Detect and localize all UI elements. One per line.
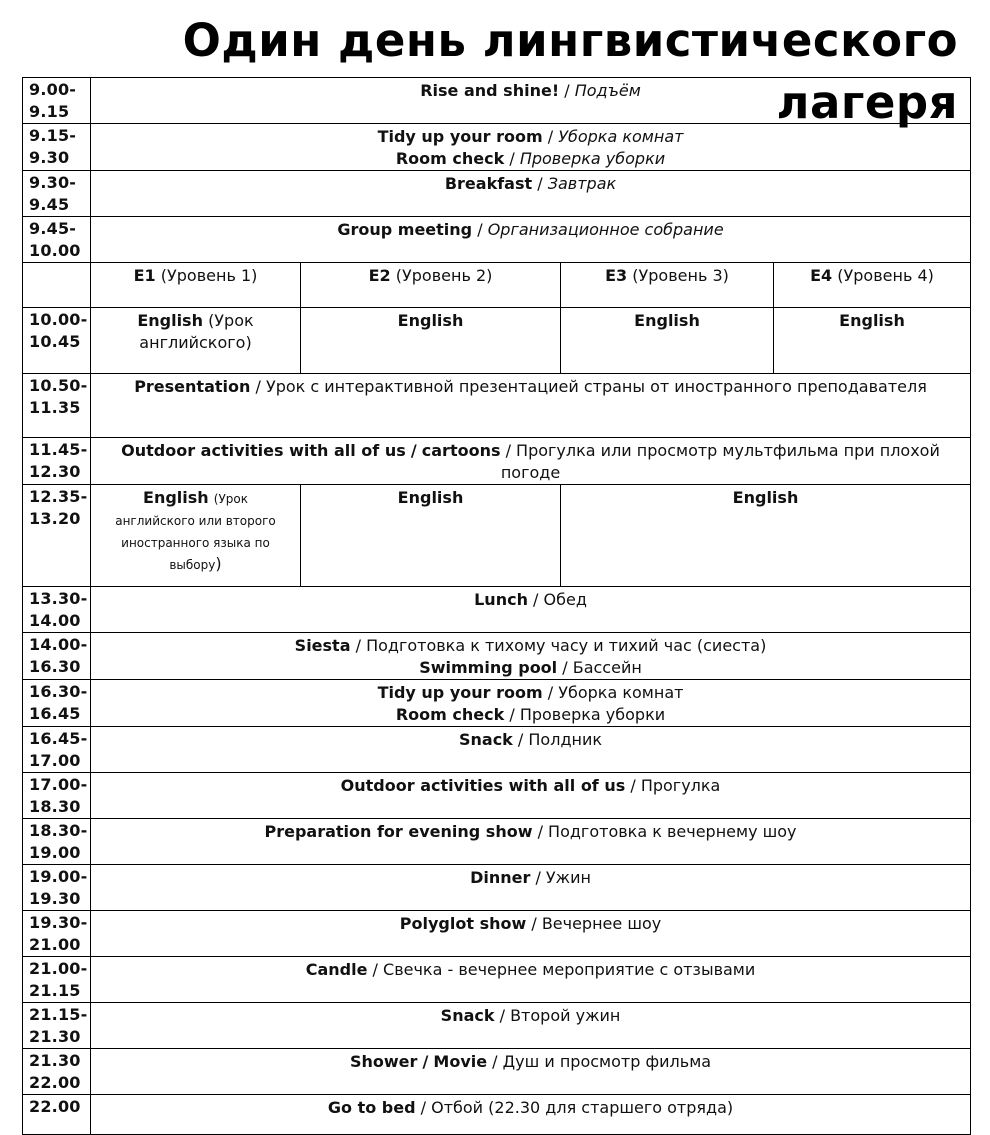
schedule-row [23,308,971,374]
activity-cell: Polyglot show / Вечернее шоу [91,911,971,957]
activity-en: Breakfast [444,174,533,193]
time-cell: 14.00- 16.30 [23,633,91,680]
activity-cell: Dinner / Ужин [91,865,971,911]
activity-en: Group meeting [337,220,473,239]
schedule-row [23,171,971,217]
time-cell: 21.15- 21.30 [23,1003,91,1049]
activity-en: cartoons [421,441,501,460]
level-header: E1 (Уровень 1) [91,263,301,308]
activity-cell: Rise and shine! / Подъём [91,78,971,124]
activity-cell: Presentation / Урок с интерактивной презентацией страны от иностранного преподавателя [91,374,971,438]
schedule-row [23,819,971,865]
time-cell: 12.35- 13.20 [23,485,91,587]
time-cell: 9.15- 9.30 [23,124,91,171]
activity-cell: Outdoor activities with all of us / Прогулка [91,773,971,819]
activity-cell: Shower / Movie / Душ и просмотр фильма [91,1049,971,1095]
time-cell: 13.30- 14.00 [23,587,91,633]
schedule-row [23,124,971,171]
activity-en: Room check [395,149,505,168]
activity-en: Dinner [470,868,531,887]
activity-ru: Душ и просмотр фильма [502,1052,712,1071]
activity-cell: Outdoor activities with all of us / cartoons / Прогулка или просмотр мультфильма при плохой погоде [91,438,971,485]
activity-en: Shower [349,1052,418,1071]
activity-ru: Ужин [545,868,591,887]
time-cell: 19.30- 21.00 [23,911,91,957]
schedule-row [23,1003,971,1049]
time-cell: 11.45- 12.30 [23,438,91,485]
activity-cell: Tidy up your room / Уборка комнат Room check / Проверка уборки [91,680,971,727]
schedule-row [23,911,971,957]
activity-ru: Прогулка или просмотр мультфильма при плохой погоде [500,441,940,482]
schedule-row [23,438,971,485]
activity-ru: Обед [543,590,587,609]
activity-ru: Проверка уборки [519,149,666,168]
levels-header-row [23,263,971,308]
schedule-row [23,78,971,124]
activity-en: Presentation [134,377,251,396]
activity-cell: Preparation for evening show / Подготовка к вечернему шоу [91,819,971,865]
time-cell: 9.30- 9.45 [23,171,91,217]
activity-cell: English [561,308,774,374]
activity-ru: Урок с интерактивной презентацией страны от иностранного преподавателя [265,377,927,396]
activity-cell: English [301,485,561,587]
activity-en: Candle [305,960,368,979]
time-cell-empty [23,263,91,308]
activity-en: Snack [458,730,513,749]
activity-ru: Второй ужин [510,1006,621,1025]
activity-ru: Подготовка к вечернему шоу [548,822,797,841]
activity-cell: Siesta / Подготовка к тихому часу и тихий час (сиеста) Swimming pool / Бассейн [91,633,971,680]
activity-en: Siesta [294,636,351,655]
activity-ru: Уборка комнат [558,683,684,702]
time-cell: 16.30- 16.45 [23,680,91,727]
activity-ru: Завтрак [547,174,617,193]
activity-ru: Бассейн [572,658,642,677]
activity-en: Room check [395,705,505,724]
activity-ru: Проверка уборки [519,705,666,724]
schedule-row [23,587,971,633]
time-cell: 17.00- 18.30 [23,773,91,819]
activity-en: Tidy up your room [377,127,543,146]
schedule-row [23,633,971,680]
time-cell: 10.50- 11.35 [23,374,91,438]
activity-cell: Lunch / Обед [91,587,971,633]
schedule-row [23,485,971,587]
schedule-row [23,1095,971,1135]
activity-cell: Snack / Полдник [91,727,971,773]
activity-cell: English [774,308,971,374]
level-header: E4 (Уровень 4) [774,263,971,308]
activity-en: Rise and shine! [420,81,560,100]
activity-ru: Вечернее шоу [541,914,662,933]
level-header: E3 (Уровень 3) [561,263,774,308]
activity-en: Swimming pool [419,658,558,677]
activity-cell: Group meeting / Организационное собрание [91,217,971,263]
activity-en: Snack [440,1006,495,1025]
schedule-row [23,680,971,727]
time-cell: 19.00- 19.30 [23,865,91,911]
activity-en: Go to bed [327,1098,416,1117]
page-title: Один день лингвистического лагеря [182,14,958,129]
activity-en: Polyglot show [399,914,527,933]
activity-ru: Подъём [574,81,641,100]
activity-ru: Уборка комнат [558,127,684,146]
level-header: E2 (Уровень 2) [301,263,561,308]
schedule-table [22,77,971,1135]
time-cell: 9.45- 10.00 [23,217,91,263]
schedule-row [23,1049,971,1095]
schedule-row [23,374,971,438]
activity-ru: Отбой (22.30 для старшего отряда) [431,1098,734,1117]
time-cell: 21.30 22.00 [23,1049,91,1095]
activity-ru: Полдник [528,730,603,749]
schedule-row [23,217,971,263]
time-cell: 16.45- 17.00 [23,727,91,773]
schedule-row [23,727,971,773]
activity-cell: English [301,308,561,374]
activity-cell: Snack / Второй ужин [91,1003,971,1049]
activity-cell: English (Урок английского или второго иностранного языка по выбору) [91,485,301,587]
time-cell: 9.00- 9.15 [23,78,91,124]
activity-cell: Breakfast / Завтрак [91,171,971,217]
activity-cell: Candle / Свечка - вечернее мероприятие с отзывами [91,957,971,1003]
activity-en: Movie [433,1052,488,1071]
time-cell: 10.00- 10.45 [23,308,91,374]
schedule-row [23,957,971,1003]
activity-ru: Организационное собрание [487,220,724,239]
schedule-row [23,865,971,911]
activity-cell: Tidy up your room / Уборка комнат Room check / Проверка уборки [91,124,971,171]
activity-ru: Свечка - вечернее мероприятие с отзывами [383,960,756,979]
activity-en: Outdoor activities with all of us [121,441,406,460]
schedule-row [23,773,971,819]
activity-en: Tidy up your room [377,683,543,702]
activity-ru: Прогулка [640,776,721,795]
activity-cell: Go to bed / Отбой (22.30 для старшего отряда) [91,1095,971,1135]
time-cell: 21.00- 21.15 [23,957,91,1003]
time-cell: 18.30- 19.00 [23,819,91,865]
activity-en: Outdoor activities with all of us [340,776,626,795]
time-cell: 22.00 [23,1095,91,1135]
activity-cell: English [561,485,971,587]
activity-cell: English (Урок английского) [91,308,301,374]
activity-en: Preparation for evening show [264,822,533,841]
activity-ru: Подготовка к тихому часу и тихий час (сиеста) [366,636,767,655]
activity-en: Lunch [474,590,528,609]
